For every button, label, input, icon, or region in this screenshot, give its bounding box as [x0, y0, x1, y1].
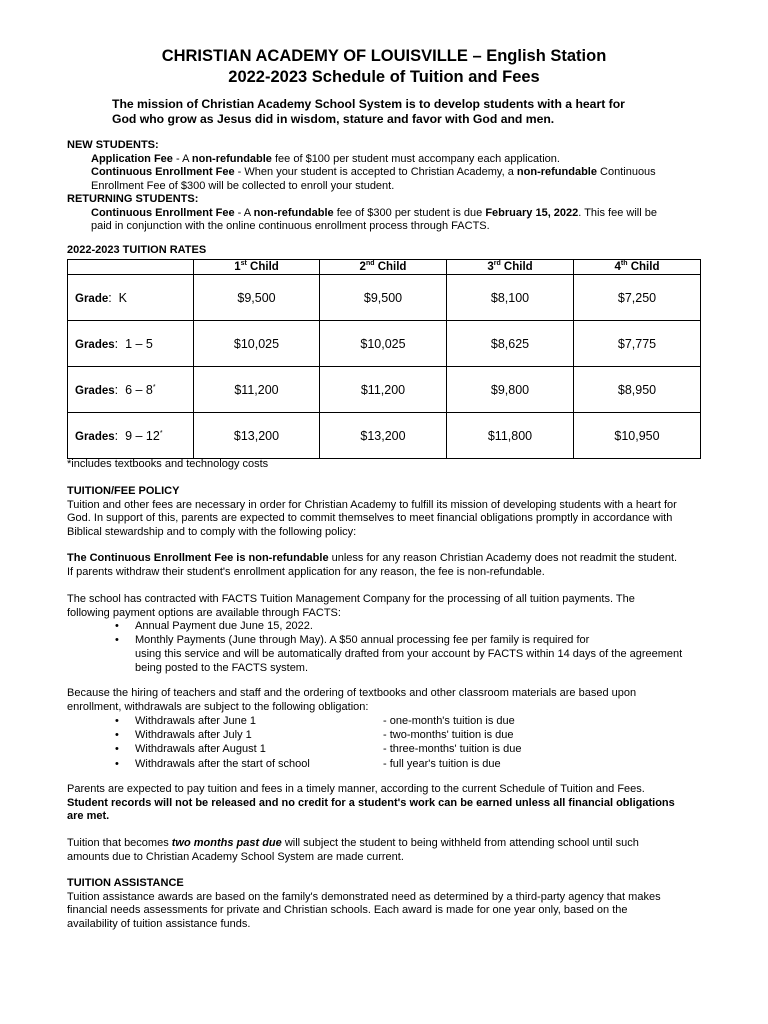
grade-label: Grades: 1 – 5 — [68, 321, 194, 367]
returning-fee-text: Continuous Enrollment Fee - A non-refundable fee of $300 per student is due February 15, 2022. This fee will be — [91, 206, 657, 219]
financial-obligations-paragraph: Parents are expected to pay tuition and fees in a timely manner, according to the current Schedule of Tuition and Fees. Student records will not be released and no credit for a student's work can be earned unless all financial obligations are met. — [67, 783, 675, 822]
enrollment-fee-policy: The Continuous Enrollment Fee is non-refundable unless for any reason Christian Academy does not readmit the student. If parents withdraw their student's enrollment application for any reason, the fee is non-refundable. — [67, 552, 678, 578]
table-cell: $8,950 — [574, 367, 701, 413]
document-page: CHRISTIAN ACADEMY OF LOUISVILLE – English Station 2022-2023 Schedule of Tuition and Fees The mission of Christian Academy School System is to develop students with a heart for God who grow as Jesus did in wisdom, stature and favor with God and men. NEW STUDENTS: Application Fee - A non-refundable fee of $100 per student must accompany each application. Continuous Enrollment Fee - When your student is accepted to Christian Academy, a non-refundable Continuous Enrollment Fee of $300 will be collected to enroll your student. RETURNING STUDENTS: Continuous Enrollment Fee - A non-refundable fee of $300 per student is due February 15, 2022. This fee will be paid in conjunction with the online continuous enrollment process through FACTS. 2022-2023 TUITION RATES 1st Child 2nd Child 3rd Child 4th Child Grade: K $9,500 $9,500 $8,100 $7,250 Grades: 1 – 5 $10,025 $10,025 $8,625 $7,775 Grades: 6 – 8* $11,200 $11,200 $9,800 $8,950 Grades: 9 – 12* $13,200 $13,200 $11,800 $10,950 *includes textbooks and technology costs TUITION/FEE POLICY Tuition and other fees are necessary in order for Christian Academy to fulfill its mission of developing students with a heart for God. In support of this, parents are expected to commit themselves to meet financial obligations promptly in accordance with Biblical stewardship and to comply with the following policy: The Continuous Enrollment Fee is non-refundable unless for any reason Christian Academy does not readmit the student. If parents withdraw their student's enrollment application for any reason, the fee is non-refundable. The school has contracted with FACTS Tuition Management Company for the processing of all tuition payments. The following payment options are available through FACTS: • Annual Payment due June 15, 2022. • Monthly Payments (June through May). A $50 annual processing fee per family is required for using this service and will be automatically drafted from your account by FACTS within 14 days of the agreement being posted to the FACTS system. Because the hiring of teachers and staff and the ordering of textbooks and other classroom materials are based upon enrollment, withdrawals are subject to the following obligation: • Withdrawals after June 1 - one-month's tuition is due • Withdrawals after July 1 - two-months' tuition is due • Withdrawals after August 1 - three-months' tuition is due • Withdrawals after the start of school - full year's tuition is due Parents are expected to pay tuition and fees in a timely manner, according to the current Schedule of Tuition and Fees. Student records will not be released and no credit for a student's work can be earned unless all financial obligations are met. Tuition that becomes two months past due will subject the student to being withheld from attending school until such amounts due to Christian Academy School System are made current. TUITION ASSISTANCE Tuition assistance awards are based on the family's demonstrated need as determined by a third-party agency that makes financial needs assessments for private and Christian schools. Each award is made for one year only, based on the availability of tuition assistance funds. — [0, 0, 768, 1024]
returning-students-heading: RETURNING STUDENTS: — [67, 193, 199, 205]
facts-paragraph: The school has contracted with FACTS Tuition Management Company for the processing of all tuition payments. The following payment options are available through FACTS: — [67, 593, 635, 619]
grade-label: Grade: K — [68, 275, 194, 321]
application-fee-text: Application Fee - A non-refundable fee of $100 per student must accompany each application. — [91, 152, 560, 165]
list-item: • Annual Payment due June 15, 2022. — [115, 620, 313, 632]
table-cell: $10,025 — [320, 321, 447, 367]
withdrawal-paragraph: Because the hiring of teachers and staff and the ordering of textbooks and other classroom materials are based upon enrollment, withdrawals are subject to the following obligation: — [67, 687, 637, 713]
bullet: • — [115, 743, 119, 755]
column-header: 3rd Child — [447, 260, 574, 275]
tuition-policy-section: TUITION/FEE POLICY Tuition and other fees are necessary in order for Christian Academy to fulfill its mission of developing students with a heart for God. In support of this, parents are expected to commit themselves to meet financial obligations promptly in accordance with Biblical stewardship and to comply with the following policy: — [67, 485, 717, 539]
table-cell: $9,500 — [320, 275, 447, 321]
bullet: • — [115, 620, 119, 632]
tuition-assistance-section: TUITION ASSISTANCE Tuition assistance awards are based on the family's demonstrated need as determined by a third-party agency that makes financial needs assessments for private and Christian schools. Each award is made for one year only, based on the availability of tuition assistance funds. — [67, 877, 717, 931]
table-header-row — [68, 260, 701, 275]
table-row — [68, 321, 701, 367]
grade-label: Grades: 6 – 8* — [68, 367, 194, 413]
table-cell: $11,200 — [194, 367, 320, 413]
enrollment-fee-text: Continuous Enrollment Fee - When your student is accepted to Christian Academy, a non-refundable Continuous — [91, 166, 656, 178]
table-cell: $8,100 — [447, 275, 574, 321]
table-cell: $11,200 — [320, 367, 447, 413]
table-row — [68, 367, 701, 413]
table-header-blank — [68, 260, 194, 275]
assistance-heading: TUITION ASSISTANCE — [67, 877, 184, 889]
policy-heading: TUITION/FEE POLICY — [67, 485, 180, 497]
new-students-section: NEW STUDENTS: Application Fee - A non-refundable fee of $100 per student must accompany each application. Continuous Enrollment Fee - When your student is accepted to Christian Academy, a non-refundable Continuous Enrollment Fee of $300 will be collected to enroll your student. RETURNING STUDENTS: Continuous Enrollment Fee - A non-refundable fee of $300 per student is due February 15, 2022. This fee will be paid in conjunction with the online continuous enrollment process through FACTS. — [67, 139, 707, 234]
page-subtitle: 2022-2023 Schedule of Tuition and Fees — [228, 68, 540, 86]
table-cell: $9,500 — [194, 275, 320, 321]
bullet: • — [115, 729, 119, 741]
bullet: • — [115, 715, 119, 727]
column-header: 1st Child — [194, 260, 320, 275]
table-cell: $8,625 — [447, 321, 574, 367]
table-cell: $11,800 — [447, 413, 574, 459]
table-row — [68, 275, 701, 321]
tuition-rates-heading: 2022-2023 TUITION RATES — [67, 244, 207, 256]
column-header: 2nd Child — [320, 260, 447, 275]
table-cell: $10,950 — [574, 413, 701, 459]
table-footnote: *includes textbooks and technology costs — [67, 458, 269, 470]
table-cell: $13,200 — [320, 413, 447, 459]
list-item: • Monthly Payments (June through May). A $50 annual processing fee per family is required for using this service and will be automatically drafted from your account by FACTS within 14 days of the agreement being posted to the FACTS system. — [115, 634, 683, 674]
grade-label: Grades: 9 – 12* — [68, 413, 194, 459]
column-header: 4th Child — [574, 260, 701, 275]
bullet: • — [115, 758, 119, 770]
tuition-rates-table — [67, 259, 701, 459]
new-students-heading: NEW STUDENTS: — [67, 139, 159, 151]
table-cell: $7,775 — [574, 321, 701, 367]
table-row — [68, 413, 701, 459]
table-cell: $10,025 — [194, 321, 320, 367]
table-cell: $9,800 — [447, 367, 574, 413]
mission-statement: The mission of Christian Academy School System is to develop students with a heart for God who grow as Jesus did in wisdom, stature and favor with God and men. — [112, 97, 625, 126]
page-title: CHRISTIAN ACADEMY OF LOUISVILLE – English Station — [161, 47, 607, 65]
table-cell: $7,250 — [574, 275, 701, 321]
bullet: • — [115, 634, 119, 646]
past-due-paragraph: Tuition that becomes two months past due will subject the student to being withheld from attending school until such amounts due to Christian Academy School System are made current. — [67, 837, 639, 863]
table-cell: $13,200 — [194, 413, 320, 459]
